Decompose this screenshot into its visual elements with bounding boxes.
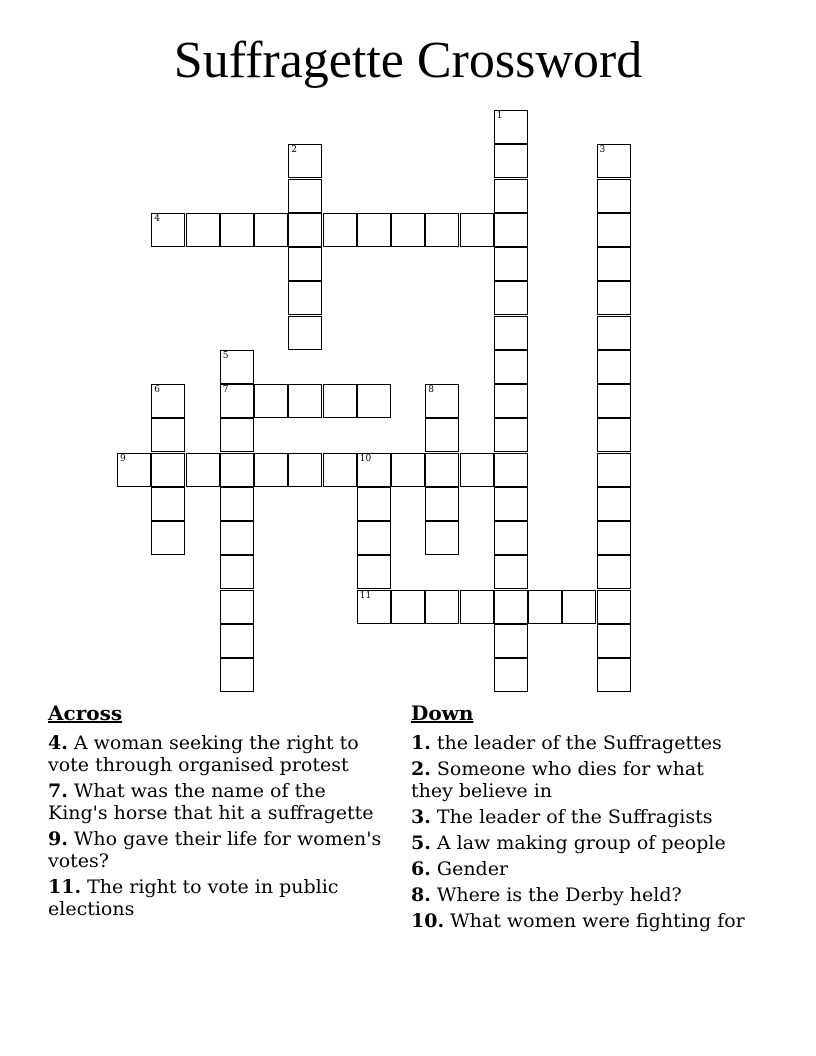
grid-cell[interactable] [425,487,459,521]
clue-down-10 [411,910,751,932]
clue-number-label: 4 [154,213,160,224]
clue-number: 4. [48,732,68,754]
grid-cell[interactable] [597,350,631,384]
grid-cell[interactable] [151,384,185,418]
grid-cell[interactable] [288,453,322,487]
grid-cell[interactable] [460,213,494,247]
clue-number: 9. [48,828,68,850]
grid-cell[interactable] [494,658,528,692]
clue-text: What women were fighting for [450,910,745,932]
clue-text: Who gave their life for women's votes? [48,828,382,872]
clue-text: The leader of the Suffragists [436,806,713,828]
clue-number-label: 5 [222,350,229,361]
clue-number: 2. [411,758,431,780]
clue-number-label: 11 [359,590,372,601]
grid-cell[interactable] [357,521,391,555]
clue-text: Someone who dies for what they believe in [411,758,704,802]
grid-cell[interactable] [494,316,528,350]
grid-cell[interactable] [494,453,528,487]
grid-cell[interactable] [425,453,459,487]
grid-cell[interactable] [597,281,631,315]
grid-cell[interactable] [494,624,528,658]
clue-number: 1. [411,732,431,754]
grid-cell[interactable] [597,179,631,213]
grid-cell[interactable] [391,453,425,487]
grid-cell[interactable] [220,590,254,624]
clue-text: Where is the Derby held? [436,884,682,906]
grid-cell[interactable] [220,521,254,555]
clue-number-label: 6 [154,385,160,395]
clue-number: 10. [411,910,445,932]
grid-cell[interactable] [288,281,322,315]
grid-cell[interactable] [494,590,528,624]
grid-cell[interactable] [288,247,322,281]
grid-cell[interactable] [391,213,425,247]
grid-cell[interactable] [494,179,528,213]
grid-cell[interactable] [460,453,494,487]
clue-number-label: 10 [359,453,372,464]
grid-cell[interactable] [220,487,254,521]
grid-cell[interactable] [288,316,322,350]
page-title: Suffragette Crossword [173,32,643,89]
grid-cell[interactable] [425,213,459,247]
grid-cell[interactable] [494,144,528,178]
grid-cell[interactable] [151,487,185,521]
grid-cell[interactable] [494,110,528,144]
grid-cell[interactable] [597,418,631,452]
clue-number: 11. [48,876,82,898]
grid-cell[interactable] [357,384,391,418]
grid-cell[interactable] [288,144,322,178]
grid-cell[interactable] [597,384,631,418]
grid-cell[interactable] [494,350,528,384]
clue-number: 7. [48,780,68,802]
grid-cell[interactable] [597,658,631,692]
grid-cell[interactable] [220,453,254,487]
grid-cell[interactable] [494,418,528,452]
grid-cell[interactable] [597,590,631,624]
clue-across-7 [48,780,388,824]
grid-cell[interactable] [357,590,391,624]
clue-number-label: 9 [120,453,126,464]
grid-cell[interactable] [254,213,288,247]
grid-cell[interactable] [494,555,528,589]
clue-text: The right to vote in public elections [48,876,339,920]
grid-cell[interactable] [425,384,459,418]
clue-text: A law making group of people [436,832,726,854]
grid-cell[interactable] [117,453,151,487]
grid-cell[interactable] [357,453,391,487]
grid-cell[interactable] [597,555,631,589]
clue-number-label: 7 [222,385,229,395]
grid-cell[interactable] [494,487,528,521]
clue-number-label: 3 [599,145,606,156]
clue-text: the leader of the Suffragettes [436,732,722,754]
grid-cell[interactable] [460,590,494,624]
grid-cell[interactable] [425,521,459,555]
grid-cell[interactable] [220,213,254,247]
clue-text: What was the name of the King's horse that hit a suffragette [48,780,374,824]
across-clues [48,700,388,924]
grid-cell[interactable] [220,624,254,658]
grid-cell[interactable] [597,624,631,658]
grid-cell[interactable] [597,144,631,178]
grid-cell[interactable] [597,487,631,521]
grid-cell[interactable] [357,213,391,247]
grid-cell[interactable] [220,658,254,692]
clue-down-5 [411,832,751,854]
grid-cell[interactable] [323,213,357,247]
clue-across-9 [48,828,388,872]
grid-cell[interactable] [254,384,288,418]
grid-cell[interactable] [151,418,185,452]
clue-down-8 [411,884,751,906]
grid-cell[interactable] [597,247,631,281]
grid-cell[interactable] [151,521,185,555]
grid-cell[interactable] [494,521,528,555]
grid-cell[interactable] [186,213,220,247]
grid-cell[interactable] [151,453,185,487]
grid-cell[interactable] [288,179,322,213]
across-heading: Across [48,701,123,725]
clue-across-4 [48,732,388,776]
grid-cell[interactable] [186,453,220,487]
grid-cell[interactable] [151,213,185,247]
grid-cell[interactable] [220,555,254,589]
grid-cell[interactable] [562,590,596,624]
clue-down-2 [411,758,751,802]
clue-number: 8. [411,884,431,906]
clue-number: 5. [411,832,431,854]
grid-cell[interactable] [494,281,528,315]
grid-cell[interactable] [288,213,322,247]
grid-cell[interactable] [597,453,631,487]
grid-cell[interactable] [597,521,631,555]
clue-number-label: 1 [496,111,503,121]
grid-cell[interactable] [323,384,357,418]
grid-cell[interactable] [391,590,425,624]
grid-cell[interactable] [528,590,562,624]
grid-cell[interactable] [494,213,528,247]
grid-cell[interactable] [254,453,288,487]
grid-cell[interactable] [597,316,631,350]
clue-down-1 [411,732,751,754]
grid-cell[interactable] [357,555,391,589]
grid-cell[interactable] [357,487,391,521]
clue-text: A woman seeking the right to vote through organised protest [48,732,359,776]
grid-cell[interactable] [288,384,322,418]
down-heading: Down [411,701,474,725]
grid-cell[interactable] [597,213,631,247]
clue-number-label: 8 [428,385,434,395]
clue-number-label: 2 [291,145,297,156]
grid-cell[interactable] [425,418,459,452]
grid-cell[interactable] [323,453,357,487]
grid-cell[interactable] [425,590,459,624]
grid-cell[interactable] [494,247,528,281]
clue-down-3 [411,806,751,828]
grid-cell[interactable] [494,384,528,418]
grid-cell[interactable] [220,350,254,384]
clue-down-6 [411,858,751,880]
down-clues [411,700,751,936]
clue-text: Gender [436,858,509,880]
grid-cell[interactable] [220,384,254,418]
clue-number: 3. [411,806,431,828]
grid-cell[interactable] [220,418,254,452]
clue-across-11 [48,876,388,920]
clue-number: 6. [411,858,431,880]
